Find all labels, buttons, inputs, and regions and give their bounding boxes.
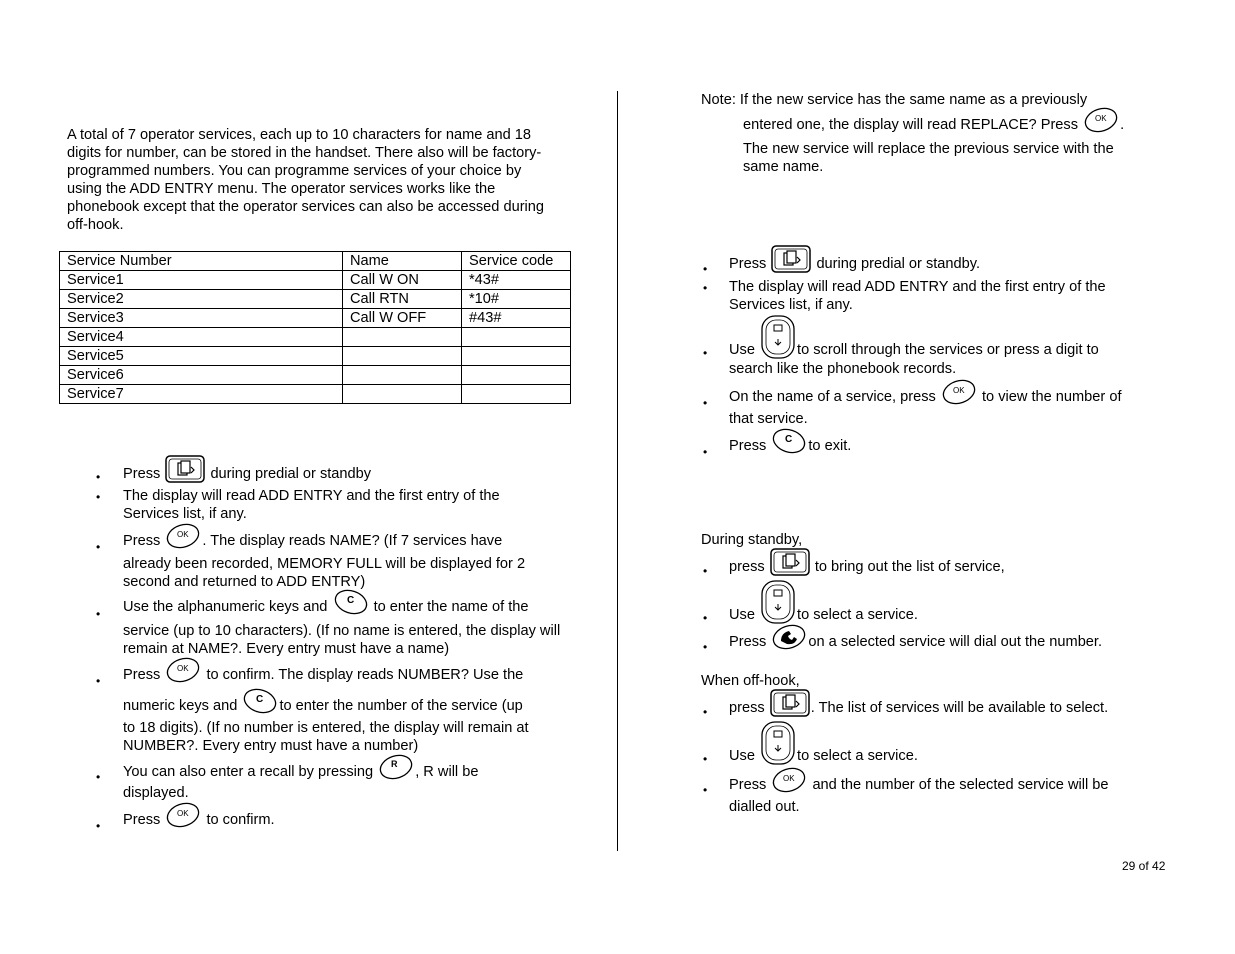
list-item-continued: displayed. [123,785,189,801]
ok-key-icon [165,522,201,550]
table-cell: Service6 [60,366,343,385]
offhook-heading: When off-hook, [701,673,800,689]
table-cell: Call RTN [343,290,462,309]
bullet-icon: • [703,262,708,276]
bullet-icon: • [96,607,101,621]
list-item: The display will read ADD ENTRY and the first entry of the Services list, if any. [123,488,500,522]
bullet-icon: • [703,783,708,797]
table-cell [343,347,462,366]
table-cell [343,366,462,385]
bullet-icon: • [703,705,708,719]
standby-heading: During standby, [701,532,803,548]
c-key-icon [771,427,807,455]
table-cell: *43# [462,271,571,290]
list-item [729,766,1159,794]
navigation-key-icon [760,721,796,765]
bullet-icon: • [703,396,708,410]
list-item-continued: that service. [729,411,808,427]
table-header-row [60,252,571,271]
list-item [123,588,563,616]
step-text: Press [729,777,767,793]
step-text: on a selected service will dial out the number. [808,634,1103,650]
step-text: Use [729,607,755,623]
table-cell [462,328,571,347]
ok-key-label: OK [952,386,965,395]
list-item-continued: search like the phonebook records. [729,361,957,377]
step-text: Press [123,466,161,482]
step-text: to select a service. [797,607,918,623]
list-item [123,753,563,781]
step-text: Use [729,342,755,358]
ok-key-label: OK [177,530,189,539]
step-text: to confirm. The display reads NUMBER? Use the [206,667,524,683]
ok-key-label: OK [1095,114,1107,123]
step-text: numeric keys and [123,698,238,714]
step-text: Use the alphanumeric keys and [123,599,328,615]
step-text: Press [123,667,161,683]
ok-key-icon [771,766,807,794]
c-key-label: C [346,595,354,606]
table-cell [462,347,571,366]
step-text: during predial or standby [210,466,372,482]
table-cell: Service2 [60,290,343,309]
note-text: . [1120,117,1125,133]
bullet-icon: • [703,640,708,654]
list-item [729,689,1159,717]
step-text: . The display reads NAME? (If 7 services have [202,533,503,549]
navigation-key-icon [760,580,796,624]
c-key-icon [242,687,278,715]
table-cell: Service5 [60,347,343,366]
list-item-continued: already been recorded, MEMORY FULL will be displayed for 2 second and returned to ADD ENTRY) [123,556,526,590]
table-cell [462,366,571,385]
bullet-icon: • [96,770,101,784]
table-cell [343,385,462,404]
ok-key-icon [165,801,201,829]
services-table [59,251,571,404]
phonebook-key-icon [165,455,205,483]
ok-key-icon [1083,106,1119,134]
step-text: Use [729,748,755,764]
step-text: On the name of a service, press [729,389,936,405]
list-item-continued [123,687,563,715]
table-header: Name [343,252,462,271]
step-text: , R will be [415,764,479,780]
table-cell: Call W ON [343,271,462,290]
step-text: You can also enter a recall by pressing [123,764,374,780]
ok-key-label: OK [177,664,189,673]
step-text: to view the number of [981,389,1122,405]
bullet-icon: • [96,470,101,484]
list-item-continued: to 18 digits). (If no number is entered, the display will remain at NUMBER?. Every entry must have a number) [123,720,529,754]
step-text: Press [123,812,161,828]
list-item [729,623,1159,651]
column-divider [617,91,618,851]
phonebook-key-icon [770,689,810,717]
step-text: to enter the number of the service (up [279,698,523,714]
list-item [729,245,1159,273]
table-row [60,271,571,290]
bullet-icon: • [703,346,708,360]
bullet-icon: • [96,490,101,504]
step-text: to select a service. [797,748,918,764]
list-item [729,548,1159,576]
bullet-icon: • [703,445,708,459]
table-row [60,309,571,328]
ok-key-label: OK [177,809,189,818]
step-text: press [729,559,765,575]
bullet-icon: • [703,611,708,625]
bullet-icon: • [96,819,101,833]
table-header: Service Number [60,252,343,271]
step-text: Press [729,256,767,272]
c-key-icon [333,588,369,616]
table-cell: #43# [462,309,571,328]
step-text: press [729,700,765,716]
talk-key-icon [771,623,807,651]
list-item [123,522,563,550]
ok-key-icon [941,378,977,406]
bullet-icon: • [703,564,708,578]
table-row [60,347,571,366]
r-key-label: R [391,759,398,769]
list-item [123,455,563,483]
step-text: to bring out the list of service, [814,559,1005,575]
navigation-key-icon [760,315,796,359]
c-key-label: C [785,434,793,445]
step-text: and the number of the selected service will be [812,777,1109,793]
step-text: to exit. [808,438,852,454]
table-row [60,366,571,385]
step-text: Press [729,634,767,650]
table-cell: *10# [462,290,571,309]
step-text: during predial or standby. [816,256,981,272]
table-row [60,385,571,404]
table-cell: Service4 [60,328,343,347]
list-item [729,378,1159,406]
page-number: 29 of 42 [1122,859,1166,873]
table-header: Service code [462,252,571,271]
ok-key-icon [165,656,201,684]
table-cell: Service3 [60,309,343,328]
step-text: to scroll through the services or press a digit to [797,342,1099,358]
list-item [729,315,1159,359]
list-item [123,656,563,684]
step-text: to confirm. [206,812,275,828]
bullet-icon: • [96,674,101,688]
table-cell: Call W OFF [343,309,462,328]
intro-paragraph: A total of 7 operator services, each up to 10 characters for name and 18 digits for number, can be stored in the handset. There also will be factory-programmed numbers. You can programme services of your choice by using the ADD ENTRY menu. The operator services works like the phonebook except that the operator services can also be accessed during off-hook. [67,127,545,233]
phonebook-key-icon [771,245,811,273]
table-cell: Service7 [60,385,343,404]
list-item [729,427,1159,455]
table-cell: Service1 [60,271,343,290]
step-text: Press [123,533,161,549]
c-key-label: C [256,694,264,705]
table-cell [462,385,571,404]
step-text: Press [729,438,767,454]
note-line: The new service will replace the previous service with the same name. [743,141,1114,175]
list-item-continued: service (up to 10 characters). (If no name is entered, the display will remain at NAME?. Every entry must have a name) [123,623,561,657]
phonebook-key-icon [770,548,810,576]
list-item [123,801,563,829]
table-cell [343,328,462,347]
bullet-icon: • [96,540,101,554]
list-item-continued: dialled out. [729,799,800,815]
step-text: . The list of services will be available to select. [810,700,1109,716]
list-item: The display will read ADD ENTRY and the first entry of the Services list, if any. [729,279,1106,313]
step-text: to enter the name of the [373,599,529,615]
note-line [743,106,1163,134]
bullet-icon: • [703,752,708,766]
table-row [60,290,571,309]
bullet-icon: • [703,281,708,295]
list-item [729,580,1159,624]
note-line: Note: If the new service has the same name as a previously [701,92,1088,108]
note-text: entered one, the display will read REPLACE? Press [743,117,1079,133]
r-key-icon [378,753,414,781]
table-row [60,328,571,347]
ok-key-label: OK [783,774,795,783]
list-item [729,721,1159,765]
